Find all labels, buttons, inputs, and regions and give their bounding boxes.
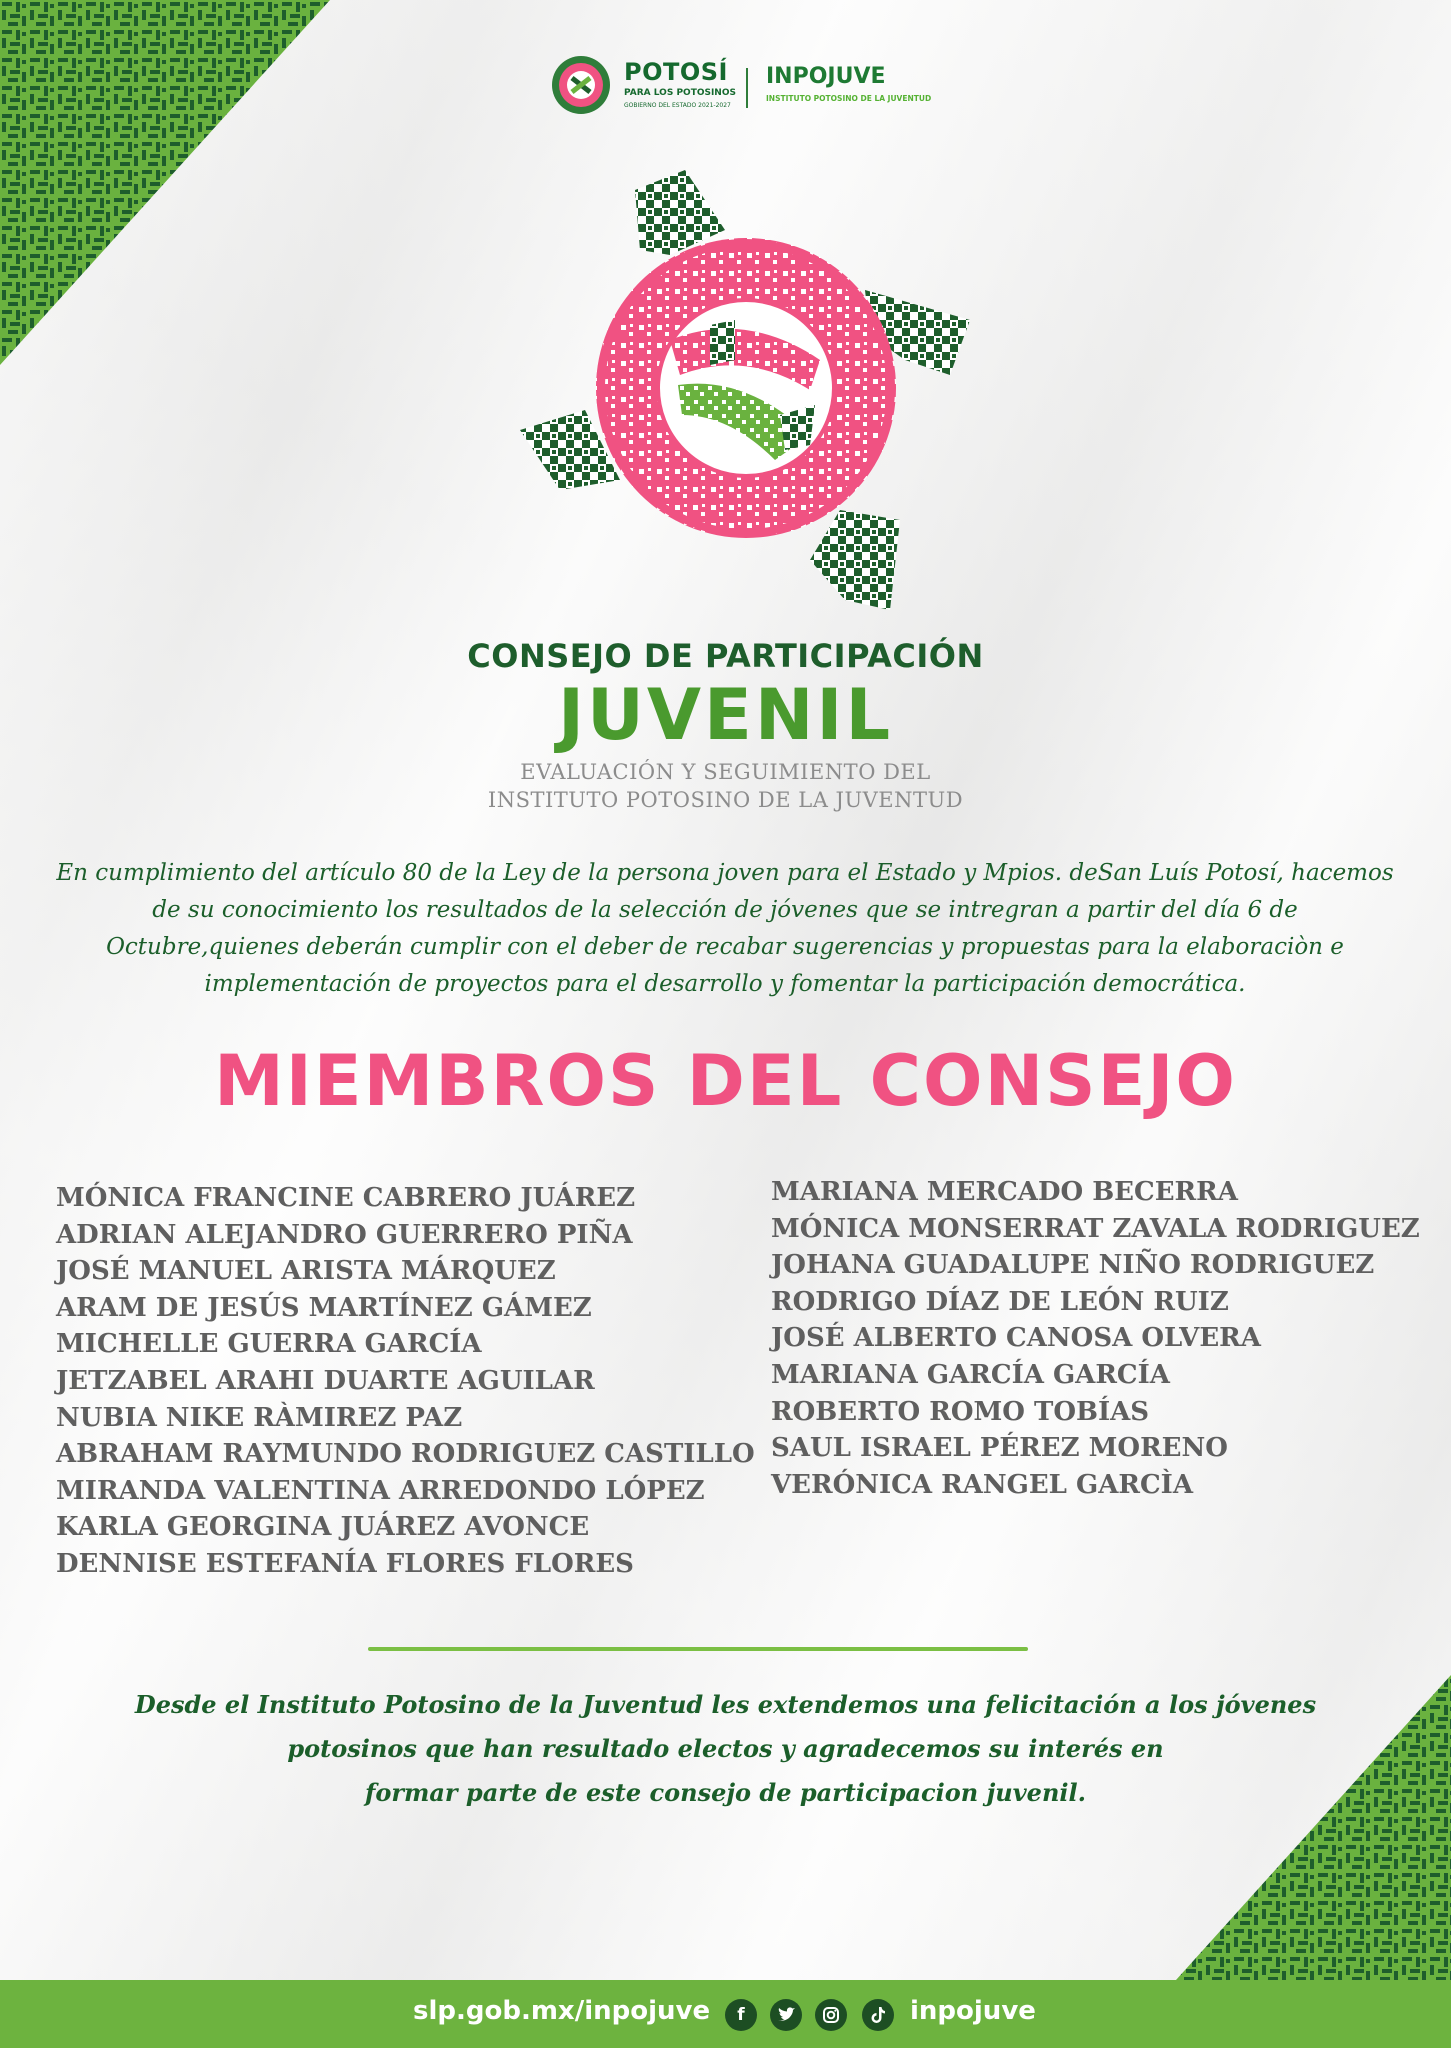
member-name: JOSÉ ALBERTO CANOSA OLVERA [771,1323,1261,1354]
member-name: KARLA GEORGINA JUÁREZ AVONCE [56,1512,590,1543]
member-name: ROBERTO ROMO TOBÍAS [771,1396,1150,1427]
member-name: DENNISE ESTEFANÍA FLORES FLORES [56,1548,634,1579]
member-name: JETZABEL ARAHI DUARTE AGUILAR [56,1365,595,1396]
closing-line-2: potosinos que han resultado electos y agradecemos su interés en [287,1734,1164,1763]
member-name: MÓNICA MONSERRAT ZAVALA RODRIGUEZ [771,1213,1420,1244]
potosi-tagline: PARA LOS POTOSINOS [624,88,736,98]
inpojuve-logo-text: INPOJUVE [766,64,886,89]
member-name: MÓNICA FRANCINE CABRERO JUÁREZ [56,1183,636,1213]
corner-pattern-top-left [0,0,330,365]
separator-line [368,1647,1028,1651]
council-title: CONSEJO DE PARTICIPACIÓN [467,637,984,675]
members-list-right [771,1174,1420,1503]
turtle-emblem-icon [510,160,990,620]
member-name: MIRANDA VALENTINA ARREDONDO LÓPEZ [56,1475,705,1506]
member-name: ADRIAN ALEJANDRO GUERRERO PIÑA [56,1219,633,1250]
tiktok-icon[interactable] [862,1999,894,2031]
logo-divider [746,68,748,108]
member-name: RODRIGO DÍAZ DE LEÓN RUIZ [771,1286,1229,1317]
member-name: JOSÉ MANUEL ARISTA MÁRQUEZ [56,1256,556,1287]
twitter-icon[interactable] [770,1999,802,2031]
member-name: VERÓNICA RANGEL GARCÌA [771,1469,1194,1500]
member-name: ABRAHAM RAYMUNDO RODRIGUEZ CASTILLO [56,1439,755,1470]
council-subtitle [0,758,1451,814]
footer-url-link[interactable]: slp.gob.mx/inpojuve [413,1996,711,2026]
inpojuve-subtitle: INSTITUTO POTOSINO DE LA JUVENTUD [766,94,932,103]
instagram-icon[interactable] [815,1999,847,2031]
footer-social-handle[interactable]: inpojuve [910,1996,1036,2026]
subtitle-line-2: INSTITUTO POTOSINO DE LA JUVENTUD [487,788,964,812]
member-name: MARIANA MERCADO BECERRA [771,1177,1238,1207]
member-name: NUBIA NIKE RÀMIREZ PAZ [56,1402,463,1433]
closing-line-1: Desde el Instituto Potosino de la Juventud les extendemos una felicitación a los jóvenes [134,1690,1317,1719]
header-logos [550,54,950,120]
footer-bar [0,1980,1451,2048]
members-list-left [56,1180,755,1583]
member-name: MARIANA GARCÍA GARCÍA [771,1359,1170,1390]
potosi-logo-text: POTOSÍ [624,58,728,86]
members-title: MIEMBROS DEL CONSEJO [214,1040,1237,1122]
subtitle-line-1: EVALUACIÓN Y SEGUIMIENTO DEL [520,760,931,784]
intro-paragraph: En cumplimiento del artículo 80 de la Ley de la persona joven para el Estado y Mpios. deSan Luís Potosí, hacemos de su conocimiento los resultados de la selección de jóvenes que se intregran a partir del día 6 de Octubre,quienes deberán cumplir con el deber de recabar sugerencias y propuestas para la elaboraciòn e implementación de proyectos para el desarrollo y fomentar la participación democrática. [56,860,1394,997]
facebook-icon[interactable]: f [725,1999,757,2031]
member-name: MICHELLE GUERRA GARCÍA [56,1329,482,1360]
member-name: ARAM DE JESÚS MARTÍNEZ GÁMEZ [56,1292,592,1323]
closing-line-3: formar parte de este consejo de participacion juvenil. [365,1778,1086,1807]
potosi-government: GOBIERNO DEL ESTADO 2021-2027 [624,102,731,109]
potosi-logo-icon [550,54,612,116]
member-name: SAUL ISRAEL PÉREZ MORENO [771,1433,1228,1464]
member-name: JOHANA GUADALUPE NIÑO RODRIGUEZ [771,1250,1375,1281]
council-title-juvenil: JUVENIL [557,674,894,756]
closing-message [40,1683,1411,1815]
